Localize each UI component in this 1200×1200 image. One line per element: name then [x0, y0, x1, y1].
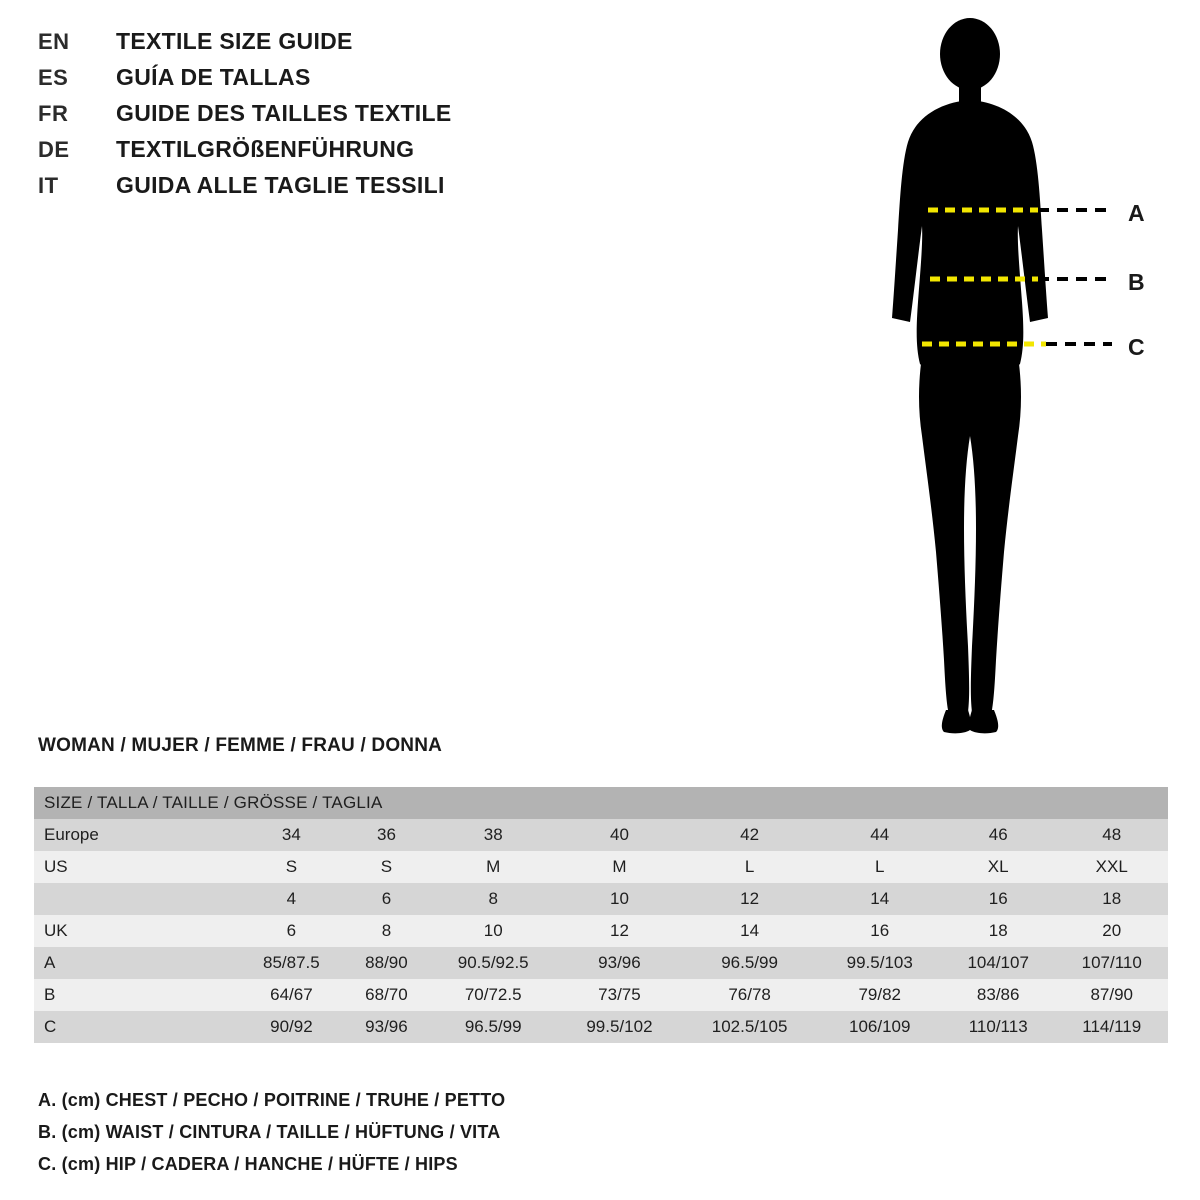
row-label-c: C [44, 1017, 57, 1036]
cell-a-5: 99.5/103 [846, 953, 913, 972]
footnote-a: A. (cm) CHEST / PECHO / POITRINE / TRUHE / PETTO [38, 1090, 506, 1110]
table-row [34, 947, 1168, 979]
table-header-row [34, 787, 1168, 819]
cell-a-6: 104/107 [967, 953, 1029, 972]
title-lang-es: ES [38, 65, 69, 90]
title-text-it: GUIDA ALLE TAGLIE TESSILI [116, 172, 445, 198]
cell-a-0: 85/87.5 [263, 953, 320, 972]
title-text-de: TEXTILGRÖßENFÜHRUNG [116, 136, 415, 162]
table-row [34, 979, 1168, 1011]
measure-label-a: A [1128, 200, 1145, 226]
row-label-europe: Europe [44, 825, 99, 844]
table-row [34, 883, 1168, 915]
cell-us-3: M [612, 857, 627, 876]
title-row-en [38, 28, 598, 60]
female-silhouette-icon [860, 12, 1190, 742]
footnotes [38, 1090, 505, 1186]
cell-usnum-1: 6 [381, 889, 392, 908]
cell-europe-2: 38 [483, 825, 503, 844]
cell-europe-6: 46 [988, 825, 1008, 844]
size-table-header-label: SIZE / TALLA / TAILLE / GRÖSSE / TAGLIA [34, 787, 1168, 819]
title-lang-it: IT [38, 173, 59, 198]
title-row-it [38, 172, 598, 204]
table-row [34, 819, 1168, 851]
cell-b-0: 64/67 [270, 985, 313, 1004]
cell-europe-0: 34 [281, 825, 301, 844]
cell-us-0: S [285, 857, 298, 876]
cell-europe-7: 48 [1102, 825, 1122, 844]
cell-a-1: 88/90 [365, 953, 408, 972]
cell-b-6: 83/86 [976, 985, 1020, 1004]
cell-b-4: 76/78 [728, 985, 771, 1004]
title-lang-fr: FR [38, 101, 69, 126]
cell-uk-4: 14 [740, 921, 760, 940]
cell-uk-0: 6 [286, 921, 297, 940]
cell-a-2: 90.5/92.5 [457, 953, 529, 972]
title-lang-de: DE [38, 137, 70, 162]
cell-a-3: 93/96 [598, 953, 641, 972]
cell-a-4: 96.5/99 [721, 953, 778, 972]
row-label-us: US [44, 857, 68, 876]
table-row [34, 915, 1168, 947]
cell-uk-6: 18 [988, 921, 1008, 940]
cell-b-3: 73/75 [598, 985, 641, 1004]
cell-us-1: S [380, 857, 393, 876]
cell-c-3: 99.5/102 [586, 1017, 653, 1036]
title-lang-en: EN [38, 29, 70, 54]
size-table-head [34, 787, 1168, 819]
cell-usnum-4: 12 [740, 889, 760, 908]
cell-usnum-3: 10 [609, 889, 629, 908]
body-figure [860, 12, 1190, 742]
cell-europe-4: 42 [740, 825, 760, 844]
measure-label-b: B [1128, 269, 1145, 295]
row-label-us-numeric [34, 883, 238, 915]
cell-c-6: 110/113 [968, 1017, 1028, 1036]
cell-c-1: 93/96 [365, 1017, 408, 1036]
title-row-es [38, 64, 598, 96]
cell-b-1: 68/70 [365, 985, 408, 1004]
cell-c-7: 114/119 [1082, 1017, 1142, 1036]
footnote-c: C. (cm) HIP / CADERA / HANCHE / HÜFTE / HIPS [38, 1154, 458, 1174]
title-row-fr [38, 100, 598, 132]
row-label-uk: UK [44, 921, 68, 940]
title-text-fr: GUIDE DES TAILLES TEXTILE [116, 100, 452, 126]
table-row [34, 851, 1168, 883]
cell-uk-7: 20 [1102, 921, 1122, 940]
cell-us-7: XXL [1095, 857, 1128, 876]
cell-europe-1: 36 [376, 825, 396, 844]
cell-c-2: 96.5/99 [464, 1017, 522, 1036]
cell-c-4: 102.5/105 [711, 1017, 788, 1036]
cell-europe-5: 44 [870, 825, 890, 844]
cell-b-7: 87/90 [1090, 985, 1133, 1004]
cell-b-2: 70/72.5 [464, 985, 522, 1004]
footnote-b: B. (cm) WAIST / CINTURA / TAILLE / HÜFTUNG / VITA [38, 1122, 501, 1142]
section-heading-woman: WOMAN / MUJER / FEMME / FRAU / DONNA [38, 735, 443, 756]
title-text-en: TEXTILE SIZE GUIDE [116, 28, 353, 54]
measure-label-c: C [1128, 334, 1145, 360]
row-label-b: B [44, 985, 56, 1004]
title-row-de [38, 136, 598, 168]
table-row [34, 1011, 1168, 1043]
cell-c-5: 106/109 [849, 1017, 911, 1036]
title-text-es: GUÍA DE TALLAS [116, 64, 311, 90]
cell-us-4: L [744, 857, 755, 876]
cell-uk-2: 10 [483, 921, 503, 940]
cell-usnum-7: 18 [1102, 889, 1122, 908]
row-label-a: A [44, 953, 56, 972]
cell-us-2: M [486, 857, 501, 876]
cell-b-5: 79/82 [858, 985, 902, 1004]
cell-us-5: L [875, 857, 885, 876]
title-block [38, 28, 598, 208]
cell-uk-5: 16 [870, 921, 890, 940]
cell-a-7: 107/110 [1081, 953, 1142, 972]
cell-us-6: XL [987, 857, 1009, 876]
cell-usnum-5: 14 [870, 889, 890, 908]
cell-europe-3: 40 [609, 825, 629, 844]
cell-usnum-2: 8 [488, 889, 498, 908]
cell-c-0: 90/92 [270, 1017, 313, 1036]
cell-uk-3: 12 [609, 921, 629, 940]
size-table-body [34, 819, 1168, 1043]
size-table [34, 787, 1168, 1043]
cell-uk-1: 8 [381, 921, 392, 940]
cell-usnum-0: 4 [286, 889, 297, 908]
cell-usnum-6: 16 [988, 889, 1008, 908]
